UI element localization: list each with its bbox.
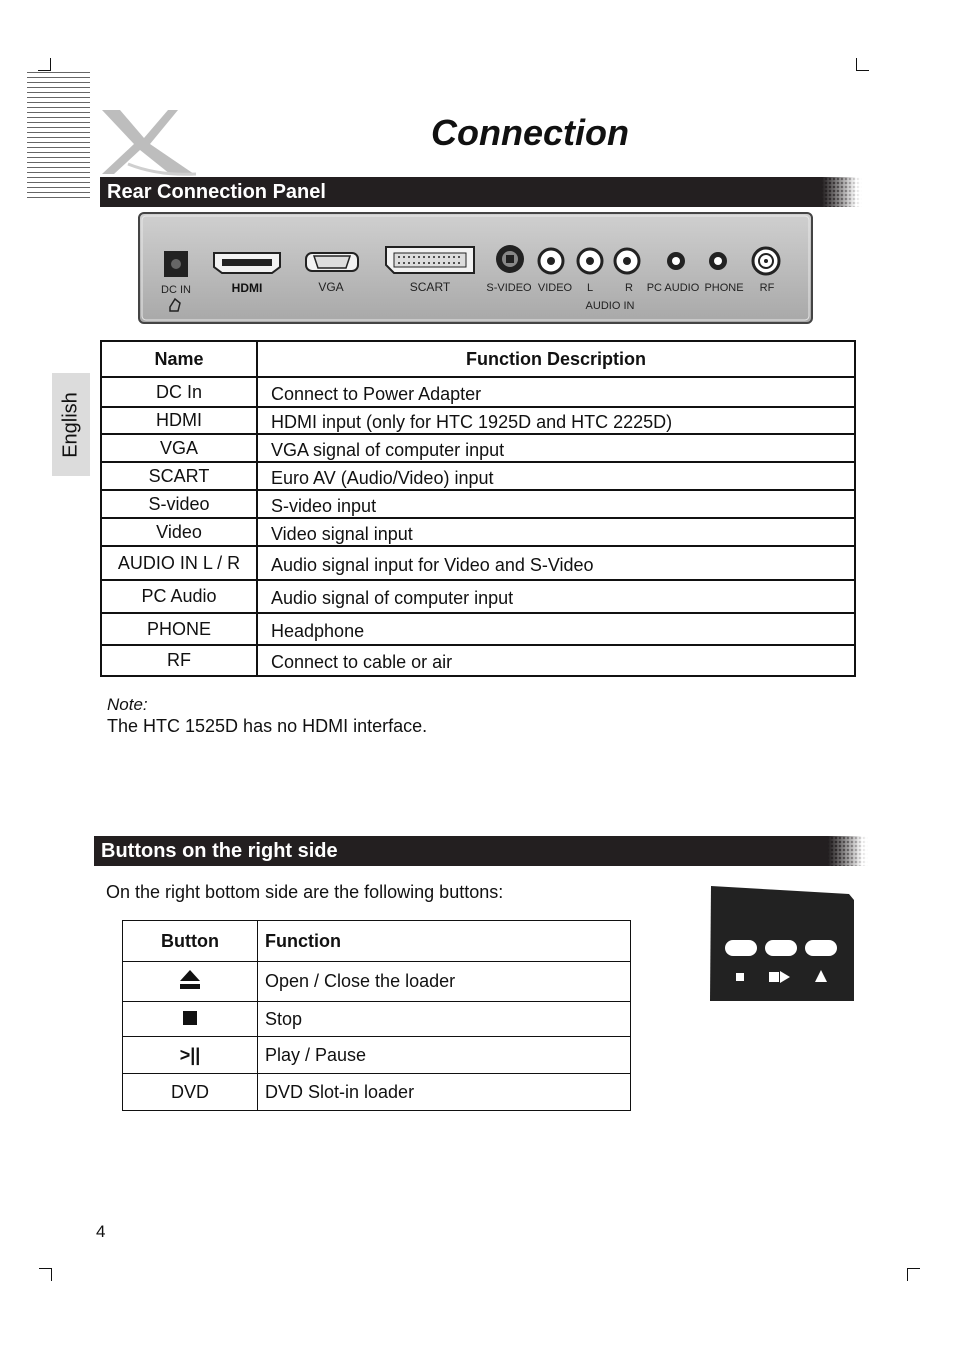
stop-icon bbox=[183, 1011, 197, 1025]
label-pc-audio: PC AUDIO bbox=[646, 282, 700, 294]
crop-mark-bottom-right bbox=[907, 1268, 920, 1281]
cell-description: Headphone bbox=[257, 613, 855, 645]
label-phone: PHONE bbox=[704, 282, 744, 294]
section-header-rear-panel bbox=[100, 177, 856, 207]
crop-mark-bottom-left bbox=[39, 1268, 52, 1281]
label-svideo: S-VIDEO bbox=[486, 282, 532, 294]
note-label: Note: bbox=[107, 695, 148, 714]
cell-button bbox=[123, 1002, 258, 1037]
cell-name: S-video bbox=[101, 490, 257, 518]
cell-description: Audio signal input for Video and S-Video bbox=[257, 546, 855, 580]
decorative-stripes bbox=[27, 72, 90, 200]
cell-function: Stop bbox=[258, 1002, 631, 1037]
cell-function: DVD Slot-in loader bbox=[258, 1074, 631, 1111]
language-tab bbox=[52, 373, 90, 476]
table-row bbox=[101, 613, 855, 645]
page-title: Connection bbox=[431, 112, 629, 153]
buttons-table bbox=[122, 920, 631, 1111]
table-row bbox=[101, 580, 855, 613]
label-audio-in: AUDIO IN bbox=[585, 300, 635, 312]
table-row bbox=[123, 1002, 631, 1037]
cell-description: S-video input bbox=[257, 490, 855, 518]
cell-name: Video bbox=[101, 518, 257, 546]
rear-panel-table bbox=[100, 340, 856, 677]
cell-button: >|| bbox=[123, 1037, 258, 1074]
table-row bbox=[101, 518, 855, 546]
cell-description: VGA signal of computer input bbox=[257, 434, 855, 462]
cell-name: VGA bbox=[101, 434, 257, 462]
table-row bbox=[101, 546, 855, 580]
label-video: VIDEO bbox=[537, 282, 573, 294]
cell-name: DC In bbox=[101, 377, 257, 407]
cell-description: HDMI input (only for HTC 1925D and HTC 2225D) bbox=[257, 407, 855, 434]
table-row bbox=[101, 645, 855, 676]
cell-button: DVD bbox=[123, 1074, 258, 1111]
cell-description: Video signal input bbox=[257, 518, 855, 546]
cell-description: Audio signal of computer input bbox=[257, 580, 855, 613]
table-row bbox=[123, 1037, 631, 1074]
column-header-function: Function bbox=[258, 921, 631, 962]
label-audio-left: L bbox=[586, 282, 594, 294]
eject-icon bbox=[179, 968, 201, 990]
column-header-description: Function Description bbox=[257, 341, 855, 377]
table-header-row bbox=[123, 921, 631, 962]
section-title: Rear Connection Panel bbox=[107, 181, 326, 203]
column-header-button: Button bbox=[123, 921, 258, 962]
table-row bbox=[123, 962, 631, 1002]
cell-name: RF bbox=[101, 645, 257, 676]
section-header-buttons bbox=[94, 836, 862, 866]
label-hdmi: HDMI bbox=[231, 281, 263, 295]
label-rf: RF bbox=[759, 282, 775, 294]
cell-function: Play / Pause bbox=[258, 1037, 631, 1074]
cell-name: AUDIO IN L / R bbox=[101, 546, 257, 580]
table-row bbox=[123, 1074, 631, 1111]
table-row bbox=[101, 490, 855, 518]
label-scart: SCART bbox=[409, 280, 451, 294]
header-dots bbox=[826, 836, 868, 866]
header-dots bbox=[820, 177, 862, 207]
cell-function: Open / Close the loader bbox=[258, 962, 631, 1002]
cell-description: Euro AV (Audio/Video) input bbox=[257, 462, 855, 490]
cell-name: PC Audio bbox=[101, 580, 257, 613]
side-buttons-illustration bbox=[709, 884, 855, 1002]
label-audio-right: R bbox=[625, 282, 633, 294]
page-number: 4 bbox=[96, 1222, 106, 1241]
table-row bbox=[101, 434, 855, 462]
label-dc-in: DC IN bbox=[161, 284, 191, 296]
buttons-intro-text: On the right bottom side are the following buttons: bbox=[106, 882, 504, 902]
table-row bbox=[101, 462, 855, 490]
section-title: Buttons on the right side bbox=[101, 840, 338, 862]
table-header-row bbox=[101, 341, 855, 377]
cell-name: SCART bbox=[101, 462, 257, 490]
rear-panel-illustration bbox=[138, 211, 814, 325]
cell-name: PHONE bbox=[101, 613, 257, 645]
stop-icon bbox=[736, 973, 744, 981]
table-row bbox=[101, 407, 855, 434]
cell-description: Connect to cable or air bbox=[257, 645, 855, 676]
note-text: The HTC 1525D has no HDMI interface. bbox=[107, 716, 428, 736]
brand-logo-icon bbox=[98, 106, 198, 178]
table-row bbox=[101, 377, 855, 407]
column-header-name: Name bbox=[101, 341, 257, 377]
crop-mark-top-left bbox=[38, 58, 51, 71]
label-vga: VGA bbox=[318, 280, 344, 294]
crop-mark-top-right bbox=[856, 58, 869, 71]
cell-button bbox=[123, 962, 258, 1002]
cell-name: HDMI bbox=[101, 407, 257, 434]
language-label: English bbox=[59, 391, 82, 458]
cell-description: Connect to Power Adapter bbox=[257, 377, 855, 407]
